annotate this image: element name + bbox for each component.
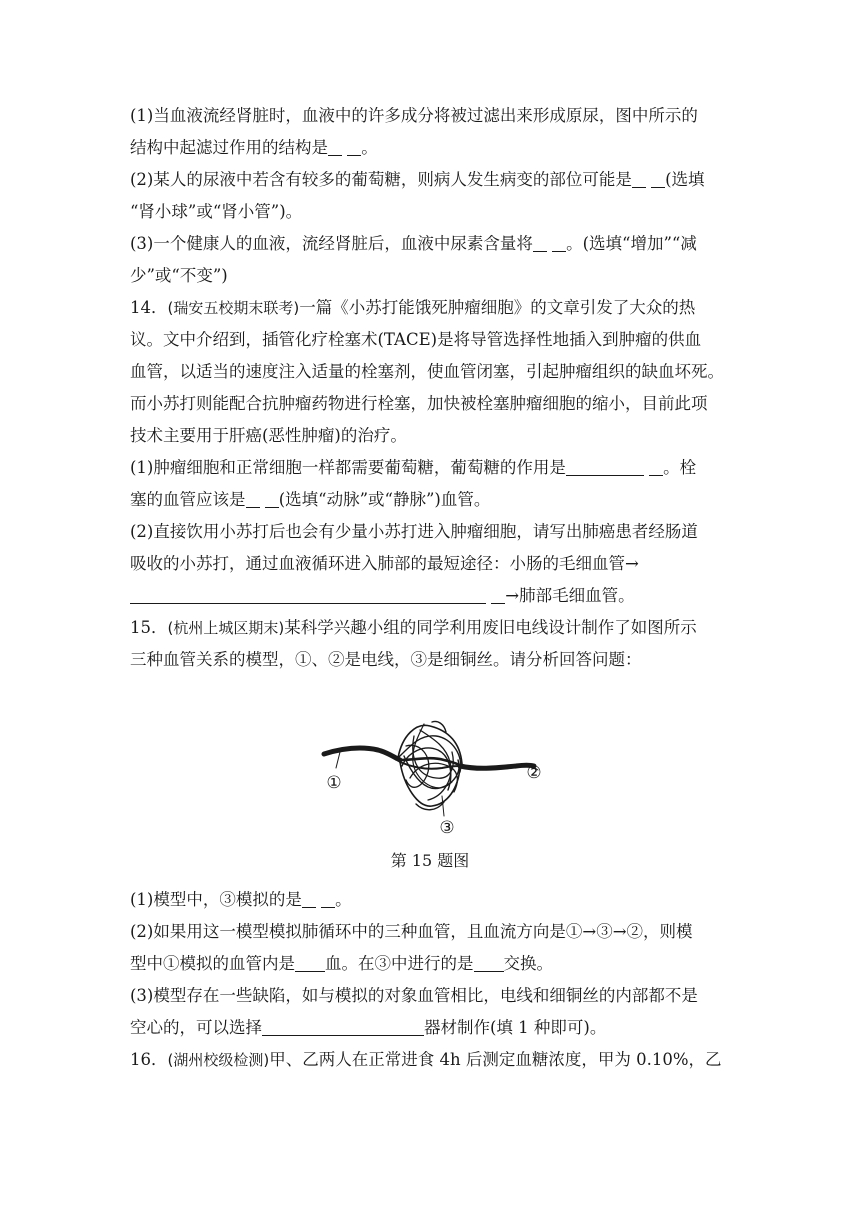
- answer-blank[interactable]: [566, 457, 580, 476]
- answer-blank[interactable]: [302, 889, 316, 908]
- q14-line-2: 议。文中介绍到，插管化疗栓塞术(TACE)是将导管选择性地插入到肿瘤的供血: [130, 330, 702, 349]
- answer-blank[interactable]: [246, 489, 260, 508]
- answer-blank[interactable]: [265, 489, 279, 508]
- q13-line-5: (3)一个健康人的血液，流经肾脏后，血液中尿素含量将 。(选填“增加”“减: [130, 234, 697, 253]
- q14-line-4: 而小苏打则能配合抗肿瘤药物进行栓塞，加快被栓塞肿瘤细胞的缩小，目前此项: [130, 394, 708, 413]
- question-number: 14．: [130, 298, 168, 317]
- answer-blank[interactable]: [321, 889, 335, 908]
- answer-blank[interactable]: [262, 1017, 276, 1036]
- figure-label-1: ①: [326, 773, 342, 793]
- document-body: [130, 100, 730, 676]
- q14-line-9: 吸收的小苏打，通过血液循环进入肺部的最短途径：小肠的毛细血管→: [130, 554, 639, 573]
- q13-line-2: 结构中起滤过作用的结构是 。: [130, 138, 378, 157]
- q14-line-5: 技术主要用于肝癌(恶性肿瘤)的治疗。: [130, 426, 407, 445]
- figure-label-2: ②: [526, 763, 542, 783]
- q13-line-4: “肾小球”或“肾小管”)。: [130, 202, 303, 221]
- answer-blank[interactable]: [276, 1017, 424, 1036]
- document-body-continued: [130, 884, 730, 1076]
- blood-vessel-model-figure: [320, 716, 550, 838]
- q15-line-7: 空心的，可以选择 器材制作(填 1 种即可)。: [130, 1018, 607, 1037]
- q14-line-3: 血管，以适当的速度注入适量的栓塞剂，使血管闭塞，引起肿瘤组织的缺血坏死。: [130, 362, 724, 381]
- answer-blank[interactable]: [632, 169, 646, 188]
- answer-blank[interactable]: [130, 585, 486, 604]
- question-source: (杭州上城区期末): [167, 619, 285, 637]
- q13-line-3: (2)某人的尿液中若含有较多的葡萄糖，则病人发生病变的部位可能是 (选填: [130, 170, 705, 189]
- question-source: (湖州校级检测): [167, 1051, 270, 1069]
- figure-label-3: ③: [439, 818, 455, 838]
- answer-blank[interactable]: [651, 169, 665, 188]
- answer-blank[interactable]: [328, 137, 342, 156]
- answer-blank[interactable]: [580, 457, 644, 476]
- q14-line-8: (2)直接饮用小苏打后也会有少量小苏打进入肿瘤细胞，请写出肺癌患者经肠道: [130, 522, 698, 541]
- q15-line-3: (1)模型中，③模拟的是 。: [130, 890, 352, 909]
- answer-blank[interactable]: [533, 233, 547, 252]
- answer-blank[interactable]: [552, 233, 566, 252]
- q15-line-1: 15．(杭州上城区期末)某科学兴趣小组的同学利用废旧电线设计制作了如图所示: [130, 618, 697, 637]
- q15-line-6: (3)模型存在一些缺陷，如与模拟的对象血管相比，电线和细铜丝的内部都不是: [130, 986, 698, 1005]
- q14-line-1: 14．(瑞安五校期末联考)一篇《小苏打能饿死肿瘤细胞》的文章引发了大众的热: [130, 298, 696, 317]
- q15-line-4: (2)如果用这一模型模拟肺循环中的三种血管，且血流方向是①→③→②，则模: [130, 922, 693, 941]
- q15-line-5: 型中①模拟的血管内是 血。在③中进行的是 交换。: [130, 954, 553, 973]
- question-source: (瑞安五校期末联考): [167, 299, 300, 317]
- q16-line-1: 16．(湖州校级检测)甲、乙两人在正常进食 4h 后测定血糖浓度，甲为 0.10%，乙: [130, 1050, 722, 1069]
- q13-line-6: 少”或“不变”): [130, 266, 228, 285]
- q14-line-10: →肺部毛细血管。: [130, 580, 730, 612]
- question-number: 15．: [130, 618, 168, 637]
- answer-blank[interactable]: [649, 457, 663, 476]
- question-number: 16．: [130, 1050, 168, 1069]
- answer-blank[interactable]: [474, 953, 504, 972]
- q14-line-7: 塞的血管应该是 (选填“动脉”或“静脉”)血管。: [130, 490, 491, 509]
- answer-blank[interactable]: [295, 953, 325, 972]
- q15-line-2: 三种血管关系的模型，①、②是电线，③是细铜丝。请分析回答问题：: [130, 650, 642, 669]
- q14-line-6: (1)肿瘤细胞和正常细胞一样都需要葡萄糖，葡萄糖的作用是 。栓: [130, 458, 697, 477]
- answer-blank[interactable]: [491, 585, 505, 604]
- figure-caption: 第 15 题图: [390, 851, 470, 870]
- answer-blank[interactable]: [347, 137, 361, 156]
- q13-line-1: (1)当血液流经肾脏时，血液中的许多成分将被过滤出来形成原尿，图中所示的: [130, 106, 698, 125]
